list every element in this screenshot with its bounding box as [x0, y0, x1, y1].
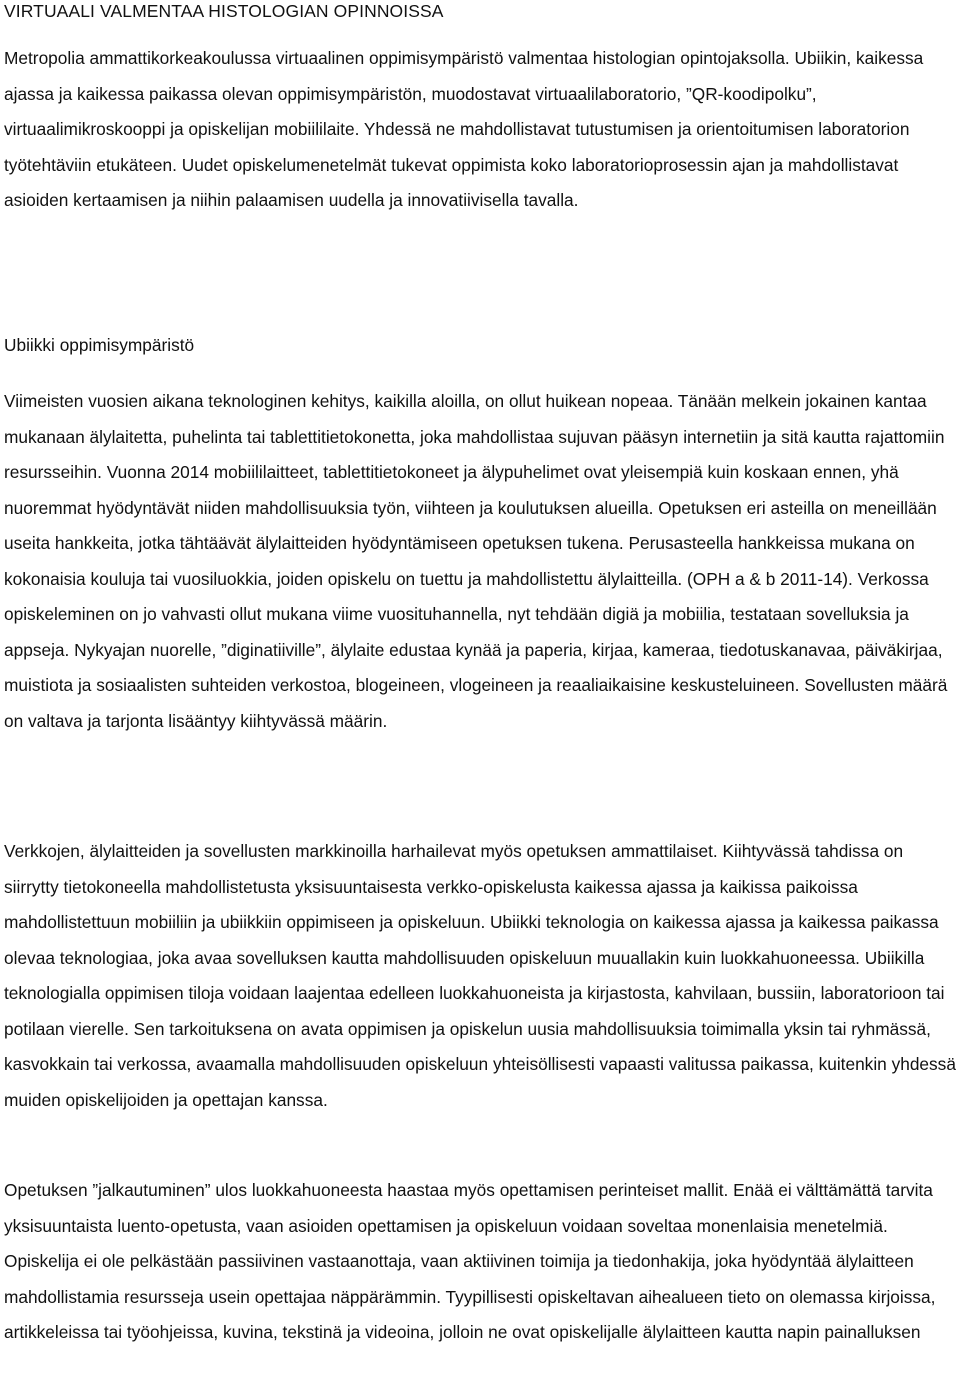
body-paragraph: Viimeisten vuosien aikana teknologinen kehitys, kaikilla aloilla, on ollut huikean nopeaa. Tänään melkein jokainen kantaa mukanaan älylaitetta, puhelinta tai tablettitietokonetta, joka mahdollistaa sujuvan pääsyn internetiin ja sitä kautta rajattomiin resursseihin. Vuonna 2014 mobiililaitteet, tablettitietokoneet ja älypuhelimet ovat yleisempiä kuin koskaan ennen, yhä nuoremmat hyödyntävät niiden mahdollisuuksia työn, viihteen ja koulutuksen alueilla. Opetuksen eri asteilla on meneillään useita hankkeita, jotka tähtäävät älylaitteiden hyödyntämiseen opetuksen tukena. Perusasteella hankkeissa mukana on kokonaisia kouluja tai vuosiluokkia, joiden opiskelu on tuettu ja mahdollistettu älylaitteilla. (OPH a & b 2011-14). Verkossa opiskeleminen on jo vahvasti ollut mukana viime vuosituhannella, nyt tehdään digiä ja mobiilia, testataan sovelluksia ja appseja. Nykyajan nuorelle, ”diginatiiville”, älylaite edustaa kynää ja paperia, kirjaa, kameraa, tiedotuskanavaa, päiväkirjaa, muistiota ja sosiaalisten suhteiden verkostoa, blogeineen, vlogeineen ja reaaliaikaisine keskusteluineen. Sovellusten määrä on valtava ja tarjonta lisääntyy kiihtyvässä määrin. — [4, 391, 948, 731]
body-paragraph: Verkkojen, älylaitteiden ja sovellusten markkinoilla harhailevat myös opetuksen ammattilaiset. Kiihtyvässä tahdissa on siirrytty tietokoneella mahdollistetusta yksisuuntaisesta verkko-opiskelusta kaikessa ajassa ja kaikissa paikoissa mahdollistettuun mobiiliin ja ubiikkiin oppimiseen ja opiskeluun. Ubiikki teknologia on kaikessa ajassa ja kaikessa paikassa olevaa teknologiaa, joka avaa sovelluksen kautta mahdollisuuden opiskeluun muuallakin kuin luokkahuoneessa. Ubiikilla teknologialla oppimisen tiloja voidaan laajentaa edelleen luokkahuoneista ja kirjastosta, kahvilaan, bussiin, laboratorioon tai potilaan vierelle. Sen tarkoituksena on avata oppimisen ja opiskelun uusia mahdollisuuksia toimimalla yksin tai ryhmässä, kasvokkain tai verkossa, avaamalla mahdollisuuden opiskeluun yhteisöllisesti vapaasti valitussa paikassa, kuitenkin yhdessä muiden opiskelijoiden ja opettajan kanssa. — [4, 841, 956, 1110]
section-heading: Ubiikki oppimisympäristö — [4, 335, 195, 355]
intro-paragraph: Metropolia ammattikorkeakoulussa virtuaalinen oppimisympäristö valmentaa histologian opintojaksolla. Ubiikin, kaikessa ajassa ja kaikessa paikassa olevan oppimisympäristön, muodostavat virtuaalilaboratorio, ”QR-koodipolku”, virtuaalimikroskooppi ja opiskelijan mobiililaite. Yhdessä ne mahdollistavat tutustumisen ja orientoitumisen laboratorion työtehtäviin etukäteen. Uudet opiskelumenetelmät tukevat oppimista koko laboratorioprosessin ajan ja mahdollistavat asioiden kertaamisen ja niihin palaamisen uudella ja innovatiivisella tavalla. — [4, 48, 924, 210]
document-title: VIRTUAALI VALMENTAA HISTOLOGIAN OPINNOISSA — [4, 1, 444, 21]
body-paragraph: Opetuksen ”jalkautuminen” ulos luokkahuoneesta haastaa myös opettamisen perinteiset mallit. Enää ei välttämättä tarvita yksisuuntaista luento-opetusta, vaan asioiden opettamisen ja opiskeluun voidaan soveltaa monenlaisia menetelmiä. Opiskelija ei ole pelkästään passiivinen vastaanottaja, vaan aktiivinen toimija ja tiedonhakija, joka hyödyntää älylaitteen mahdollistamia resursseja usein opettajaa näppärämmin. Tyypillisesti opiskeltavan aihealueen tieto on olemassa kirjoissa, artikkeleissa tai työohjeissa, kuvina, tekstinä ja videoina, jolloin ne ovat opiskelijalle älylaitteen kautta napin painalluksen — [4, 1180, 936, 1342]
document-page — [4, 0, 956, 1342]
